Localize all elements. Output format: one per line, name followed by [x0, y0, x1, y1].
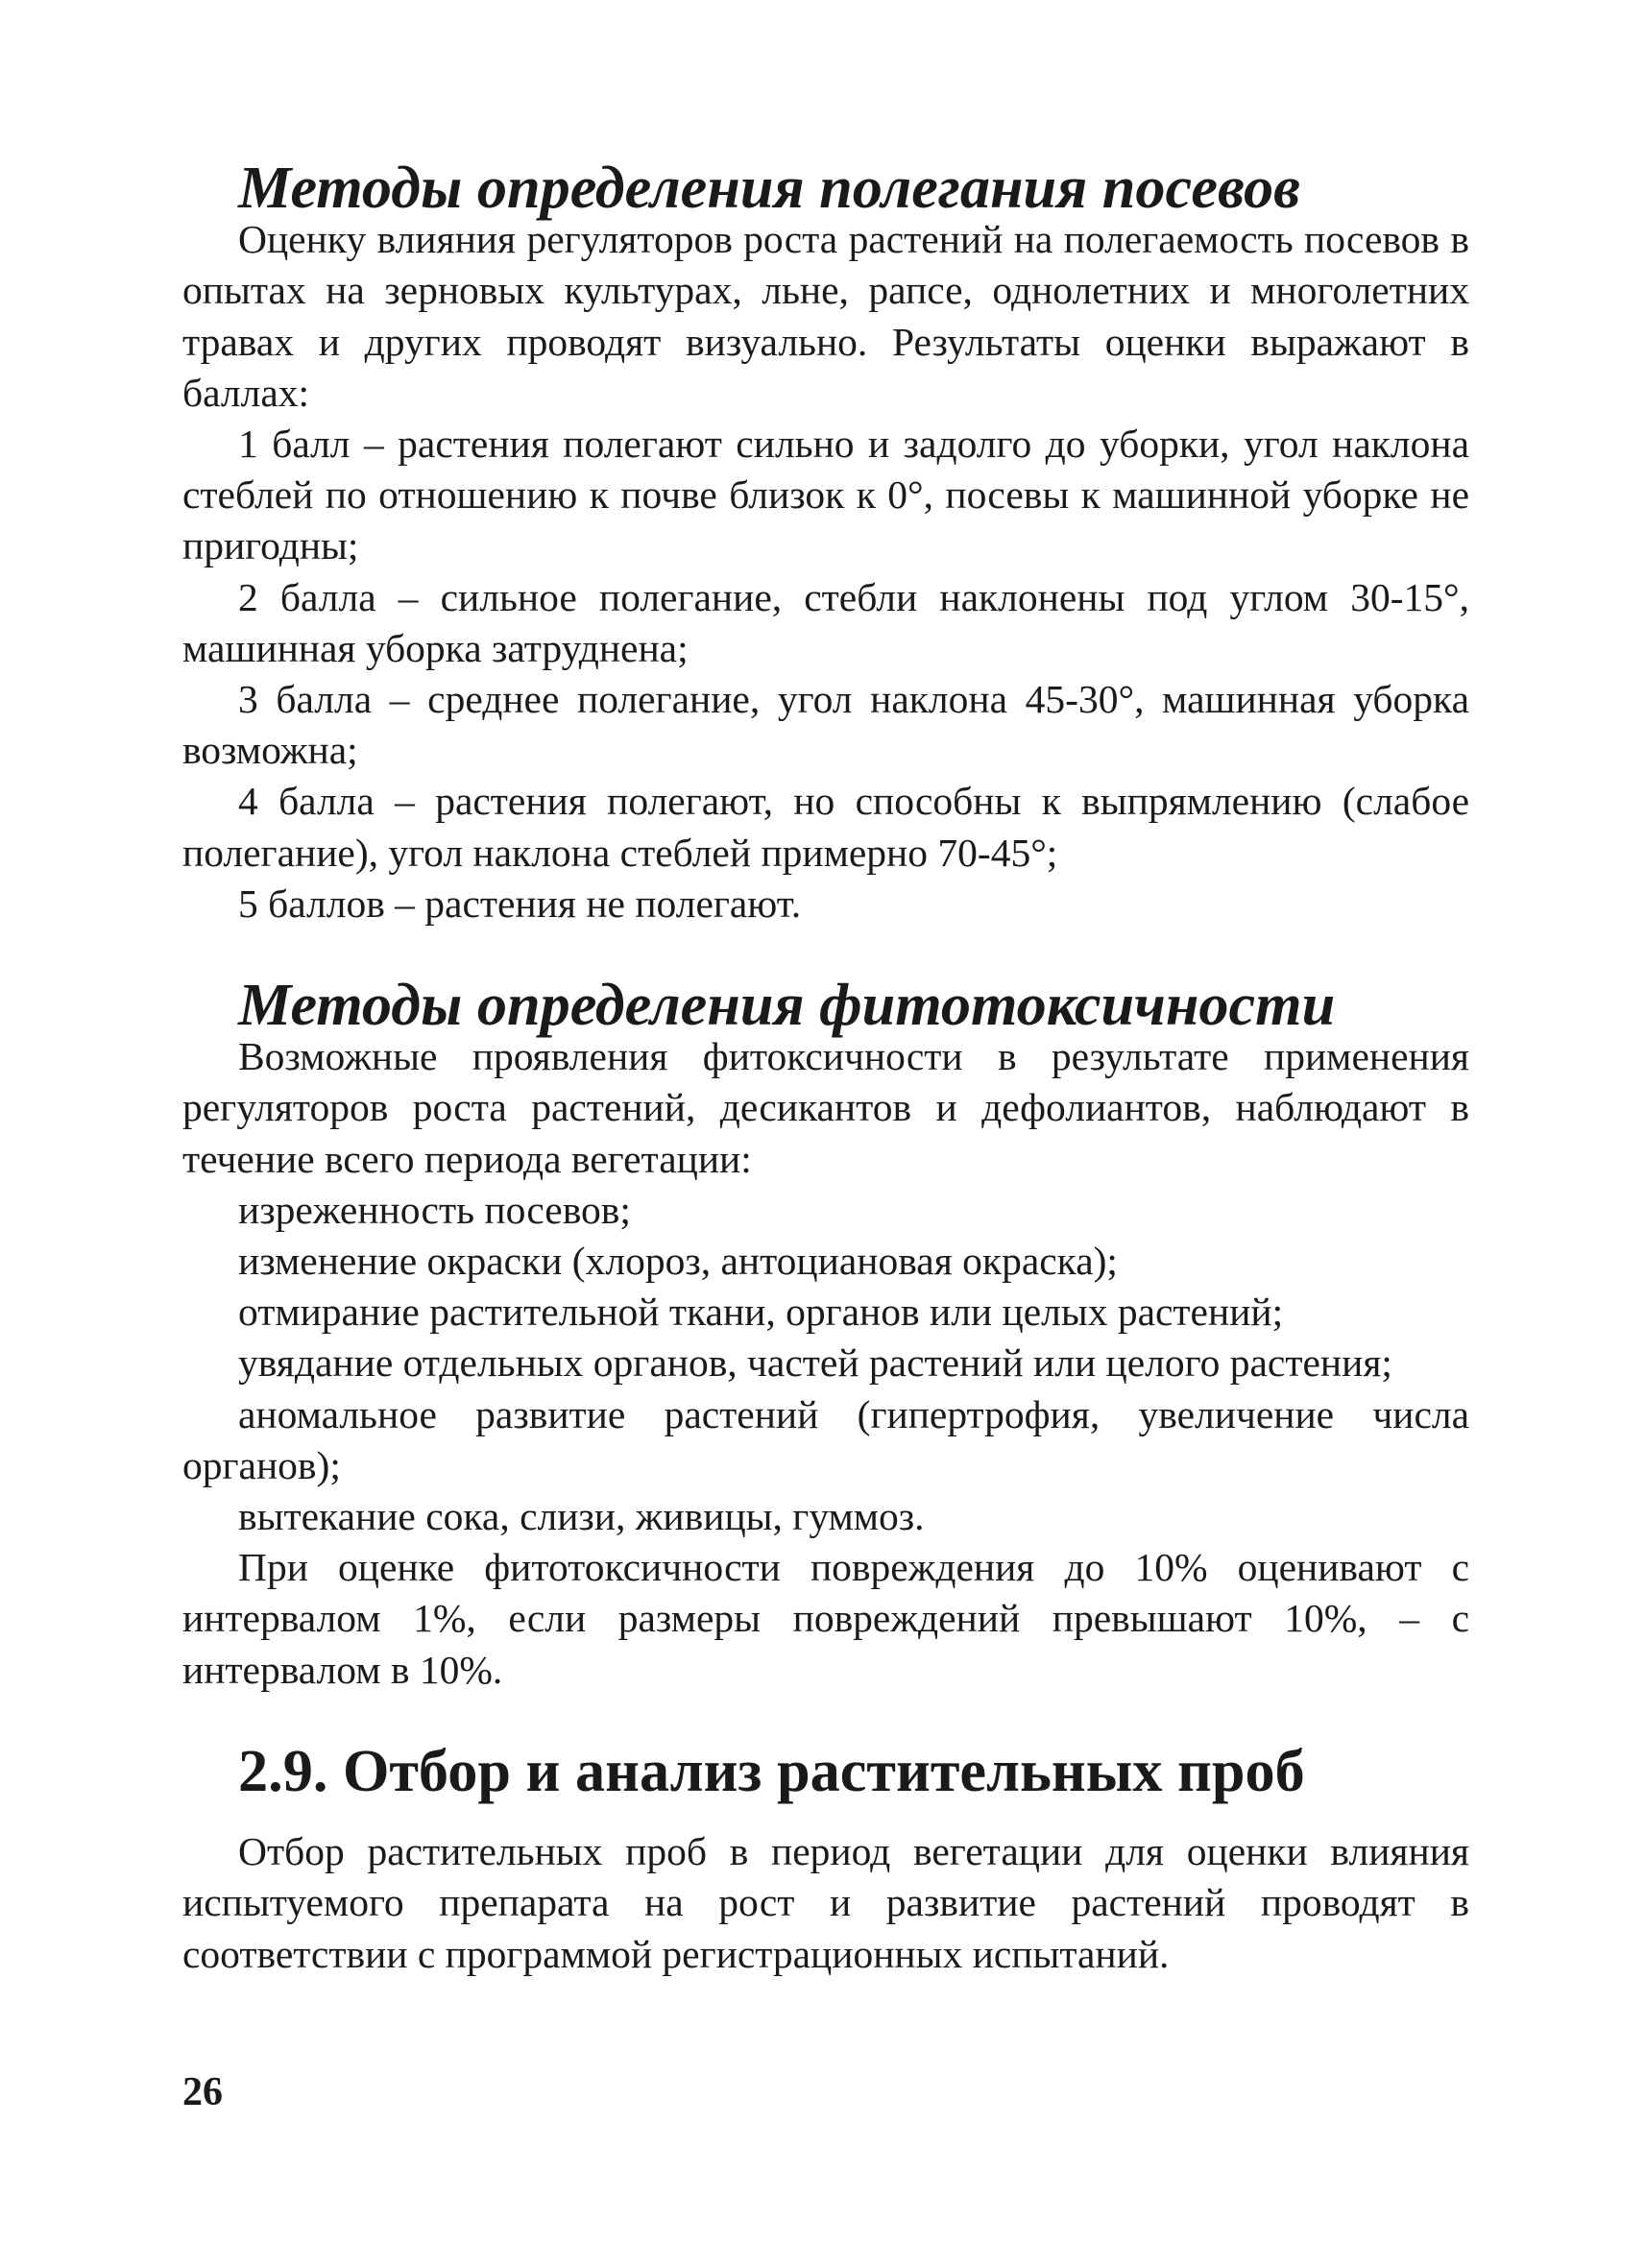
page-number: 26	[182, 2070, 223, 2114]
list-item: увядание отдельных органов, частей растений или целого растения;	[238, 1340, 1392, 1386]
paragraph: Оценку влияния регуляторов роста растений на полегаемость посевов в опытах на зерновых культурах, льне, рапсе, однолетних и многолетних травах и других проводят визуально. Результаты оценки выражают в баллах:	[182, 217, 1469, 415]
paragraph: 3 балла – среднее полегание, угол наклона 45-30°, машинная уборка возможна;	[182, 677, 1469, 773]
list-item: отмирание растительной ткани, органов или целых растений;	[238, 1290, 1284, 1335]
paragraph: Возможные проявления фитоксичности в результате применения регуляторов роста растений, десикантов и дефолиантов, наблюдают в течение всего периода вегетации:	[182, 1034, 1469, 1181]
paragraph: 5 баллов – растения не полегают.	[238, 881, 802, 926]
paragraph: 1 балл – растения полегают сильно и задолго до уборки, угол наклона стеблей по отношению к почве близок к 0°, посевы к машинной уборке не пригодны;	[182, 422, 1469, 568]
paragraph: 4 балла – растения полегают, но способны к выпрямлению (слабое полегание), угол наклона стеблей примерно 70-45°;	[182, 779, 1469, 875]
section-title-phytotoxicity: Методы определения фитотоксичности	[238, 973, 1336, 1039]
document-page	[182, 156, 1469, 1980]
section-title-lodging: Методы определения полегания посевов	[238, 156, 1300, 221]
list-item: изреженность посевов;	[238, 1187, 631, 1232]
subsection-heading: 2.9. Отбор и анализ растительных проб	[238, 1738, 1305, 1804]
paragraph: Отбор растительных проб в период вегетации для оценки влияния испытуемого препарата на рост и развитие растений проводят в соответствии с программой регистрационных испытаний.	[182, 1829, 1469, 1976]
list-item: изменение окраски (хлороз, антоциановая окраска);	[238, 1239, 1118, 1284]
list-item: аномальное развитие растений (гипертрофия, увеличение числа органов);	[182, 1391, 1469, 1487]
paragraph: При оценке фитотоксичности повреждения до 10% оценивают с интервалом 1%, если размеры повреждений превышают 10%, – с интервалом в 10%.	[182, 1545, 1469, 1692]
paragraph: 2 балла – сильное полегание, стебли наклонены под углом 30-15°, машинная уборка затруднена;	[182, 574, 1469, 670]
list-item: вытекание сока, слизи, живицы, гуммоз.	[238, 1494, 925, 1539]
